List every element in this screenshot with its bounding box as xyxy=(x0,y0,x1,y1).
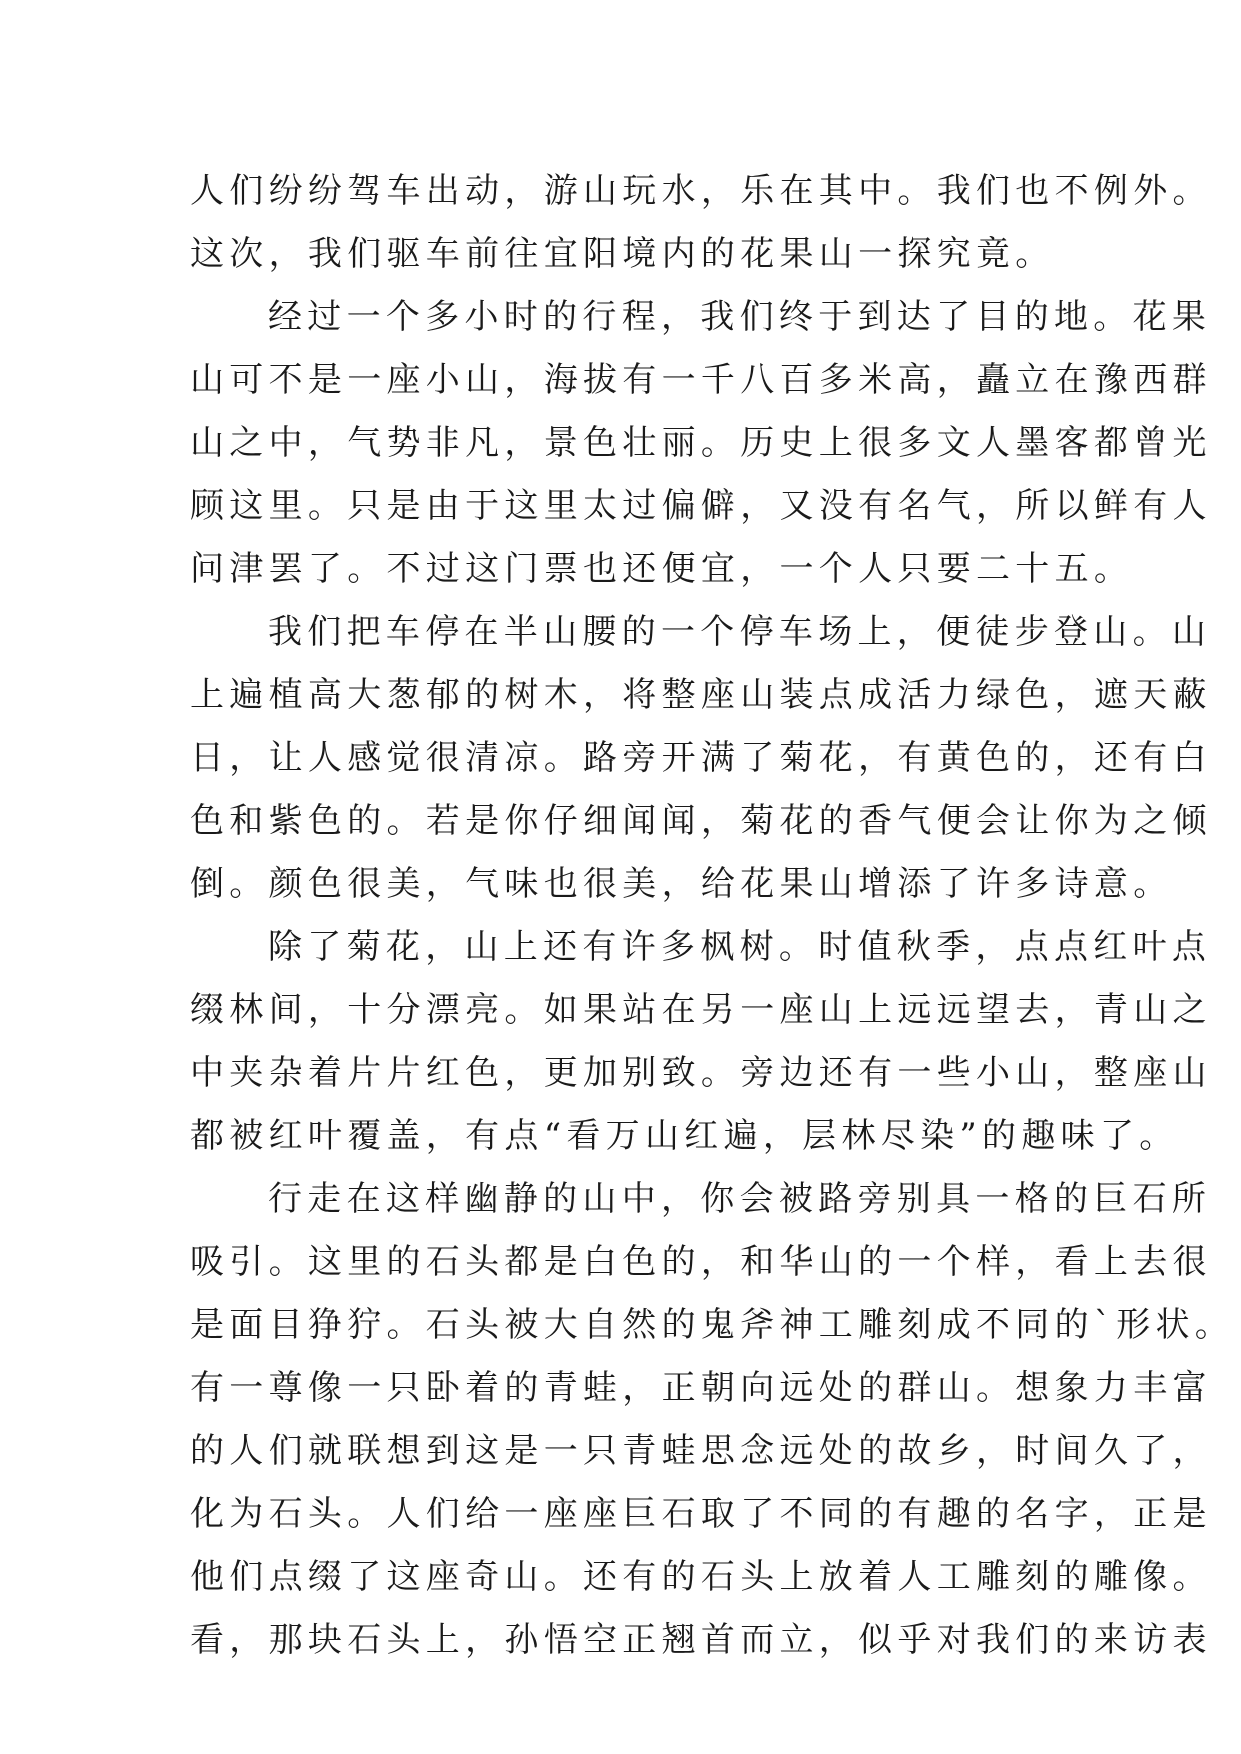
text-line: 看，那块石头上，孙悟空正翘首而立，似乎对我们的来访表 xyxy=(190,1620,1212,1660)
body-text xyxy=(190,160,1235,1672)
text-line: 山可不是一座小山，海拔有一千八百多米高，矗立在豫西群 xyxy=(190,360,1212,400)
text-line: 倒。颜色很美，气味也很美，给花果山增添了许多诗意。 xyxy=(190,864,1173,904)
text-line: 色和紫色的。若是你仔细闻闻，菊花的香气便会让你为之倾 xyxy=(190,801,1212,841)
text-line: 的人们就联想到这是一只青蛙思念远处的故乡，时间久了， xyxy=(190,1431,1212,1471)
text-line: 都被红叶覆盖，有点“看万山红遍，层林尽染”的趣味了。 xyxy=(190,1116,1179,1156)
text-line: 化为石头。人们给一座座巨石取了不同的有趣的名字，正是 xyxy=(190,1494,1212,1534)
text-line: 顾这里。只是由于这里太过偏僻，又没有名气，所以鲜有人 xyxy=(190,486,1212,526)
text-line: 上遍植高大葱郁的树木，将整座山装点成活力绿色，遮天蔽 xyxy=(190,675,1212,715)
text-line: 这次，我们驱车前往宜阳境内的花果山一探究竟。 xyxy=(190,234,1055,274)
text-line: 是面目狰狞。石头被大自然的鬼斧神工雕刻成不同的`形状。 xyxy=(190,1305,1235,1345)
text-line: 中夹杂着片片红色，更加别致。旁边还有一些小山，整座山 xyxy=(190,1053,1212,1093)
text-line: 山之中，气势非凡，景色壮丽。历史上很多文人墨客都曾光 xyxy=(190,423,1212,463)
paragraph-first-line: 我们把车停在半山腰的一个停车场上，便徒步登山。山 xyxy=(268,612,1212,652)
paragraph-first-line: 经过一个多小时的行程，我们终于到达了目的地。花果 xyxy=(268,297,1212,337)
paragraph-first-line: 除了菊花，山上还有许多枫树。时值秋季，点点红叶点 xyxy=(268,927,1212,967)
text-line: 缀林间，十分漂亮。如果站在另一座山上远远望去，青山之 xyxy=(190,990,1212,1030)
text-line: 有一尊像一只卧着的青蛙，正朝向远处的群山。想象力丰富 xyxy=(190,1368,1212,1408)
text-line: 问津罢了。不过这门票也还便宜，一个人只要二十五。 xyxy=(190,549,1134,589)
paragraph-first-line: 行走在这样幽静的山中，你会被路旁别具一格的巨石所 xyxy=(268,1179,1212,1219)
text-line: 日，让人感觉很清凉。路旁开满了菊花，有黄色的，还有白 xyxy=(190,738,1212,778)
text-line: 他们点缀了这座奇山。还有的石头上放着人工雕刻的雕像。 xyxy=(190,1557,1212,1597)
text-line: 吸引。这里的石头都是白色的，和华山的一个样，看上去很 xyxy=(190,1242,1212,1282)
text-line: 人们纷纷驾车出动，游山玩水，乐在其中。我们也不例外。 xyxy=(190,171,1212,211)
